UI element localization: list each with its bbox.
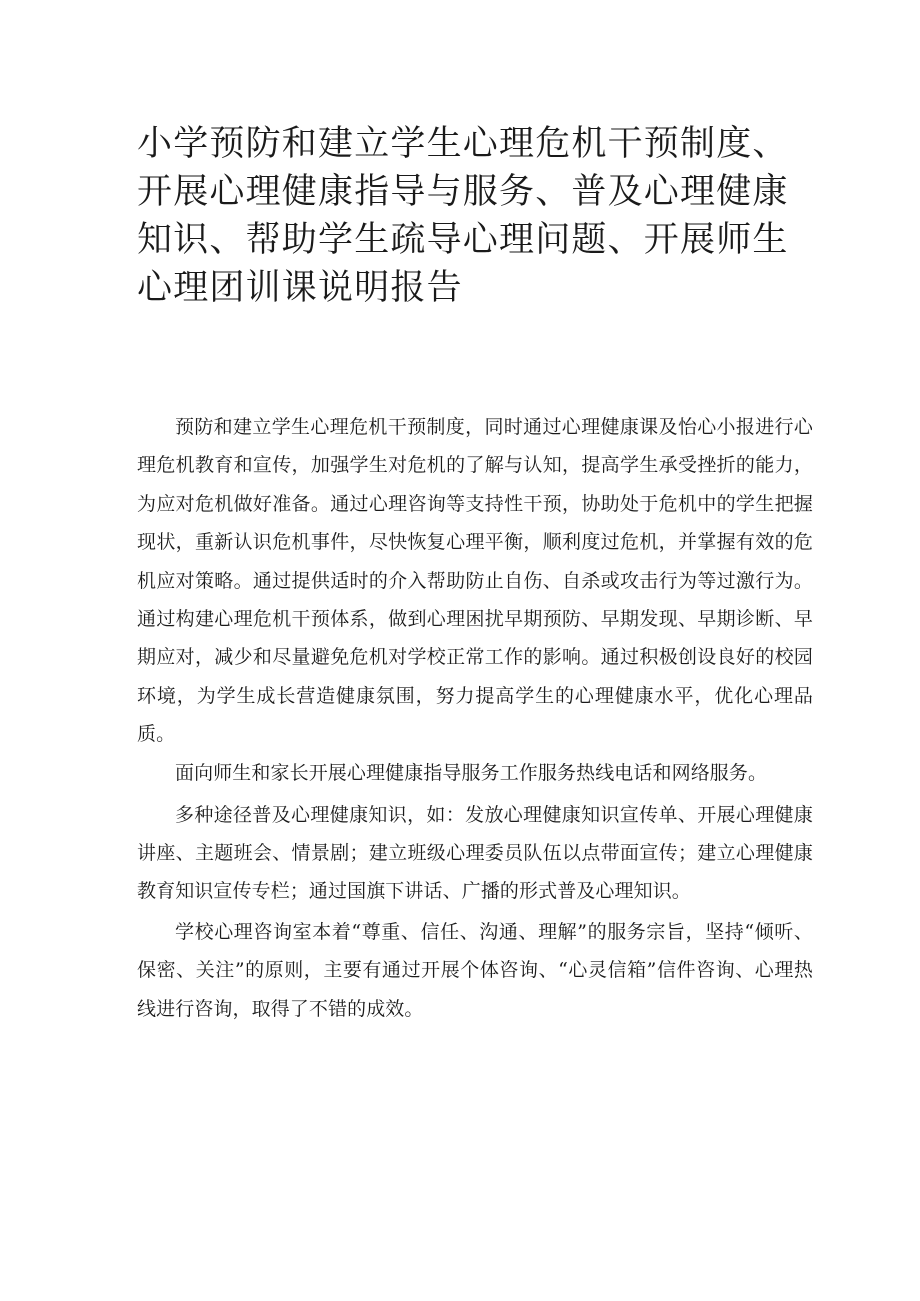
paragraph-guidance-service: 面向师生和家长开展心理健康指导服务工作服务热线电话和网络服务。: [175, 761, 768, 784]
paragraph-counseling-room: 学校心理咨询室本着“尊重、信任、沟通、理解”的服务宗旨，坚持“倾听、保密、关注”的原则，主要有通过开展个体咨询、“心灵信箱”信件咨询、心理热线进行咨询，取得了不错的成效。: [137, 920, 813, 1020]
document-body: [137, 408, 813, 1028]
document-title: 小学预防和建立学生心理危机干预制度、开展心理健康指导与服务、普及心理健康知识、帮助学生疏导心理问题、开展师生心理团训课说明报告: [137, 124, 789, 308]
paragraph-knowledge-popularization: 多种途径普及心理健康知识，如：发放心理健康知识宣传单、开展心理健康讲座、主题班会、情景剧；建立班级心理委员队伍以点带面宣传；建立心理健康教育知识宣传专栏；通过国旗下讲话、广播的形式普及心理知识。: [137, 803, 813, 903]
paragraph-crisis-intervention: 预防和建立学生心理危机干预制度，同时通过心理健康课及怡心小报进行心理危机教育和宣传，加强学生对危机的了解与认知，提高学生承受挫折的能力，为应对危机做好准备。通过心理咨询等支持性干预，协助处于危机中的学生把握现状，重新认识危机事件，尽快恢复心理平衡，顺利度过危机，并掌握有效的危机应对策略。通过提供适时的介入帮助防止自伤、自杀或攻击行为等过激行为。通过构建心理危机干预体系，做到心理困扰早期预防、早期发现、早期诊断、早期应对，减少和尽量避免危机对学校正常工作的影响。通过积极创设良好的校园环境，为学生成长营造健康氛围，努力提高学生的心理健康水平，优化心理品质。: [137, 416, 813, 746]
